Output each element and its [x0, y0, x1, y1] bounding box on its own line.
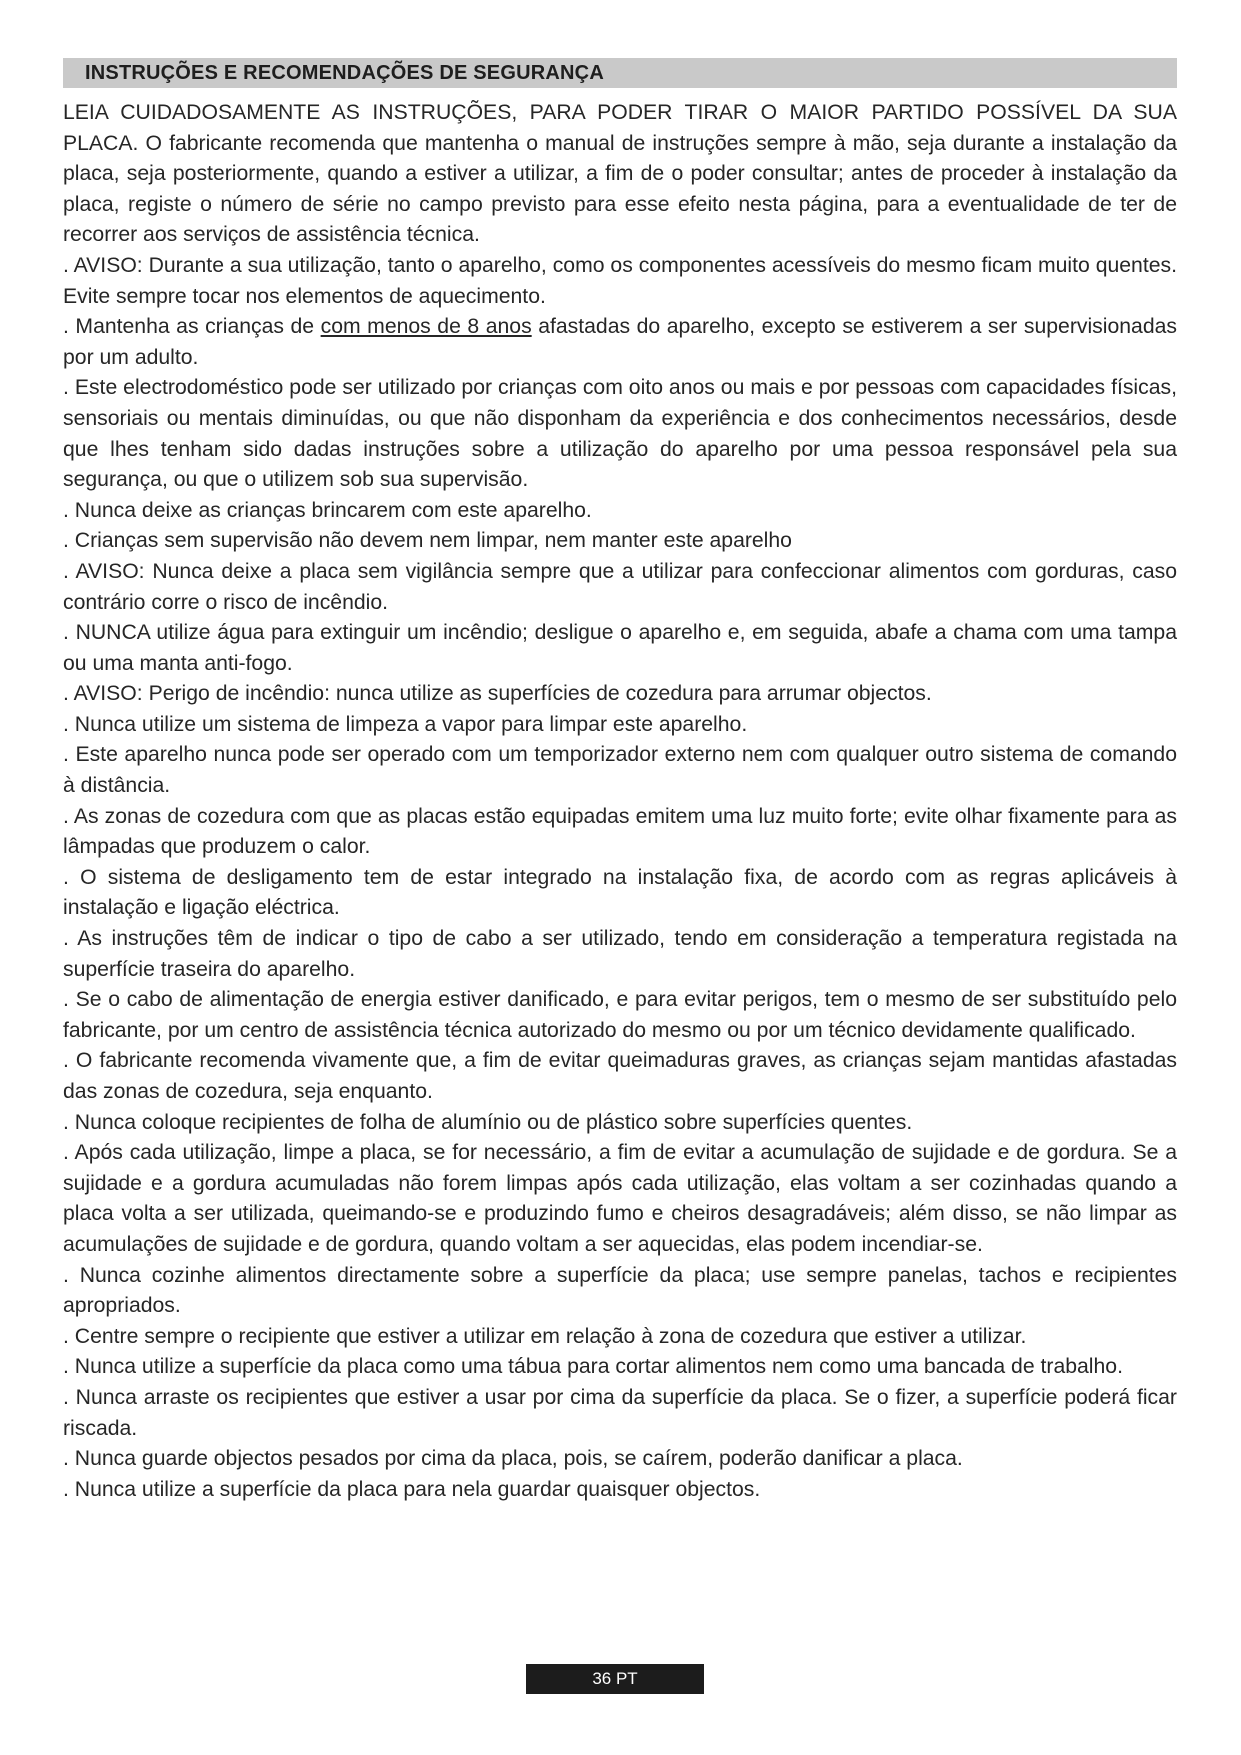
warning-hot-surfaces: . AVISO: Durante a sua utilização, tanto o aparelho, como os componentes acessíveis do mesmo ficam muito quentes. Evite sempre tocar nos elementos de aquecimento. [63, 253, 1177, 308]
children-age-paragraph [63, 312, 1177, 373]
cable-type-paragraph: . As instruções têm de indicar o tipo de cabo a ser utilizado, tendo em consideração a temperatura registada na superfície traseira do aparelho. [63, 927, 1177, 981]
children-age-text-after: afastadas do aparelho, excepto se estiverem a ser supervisionadas por um adulto. [63, 315, 1177, 369]
page-number-badge [526, 1664, 704, 1694]
no-water-fire-paragraph: . NUNCA utilize água para extinguir um incêndio; desligue o aparelho e, em seguida, abafe a chama com uma tampa ou uma manta anti-fogo. [63, 621, 1177, 675]
warning-fire-storage-paragraph: . AVISO: Perigo de incêndio: nunca utilize as superfícies de cozedura para arrumar objectos. [63, 682, 932, 706]
usage-by-children-paragraph: . Este electrodoméstico pode ser utilizado por crianças com oito anos ou mais e por pessoas com capacidades físicas, sensoriais ou mentais diminuídas, ou que não disponham da experiência e dos conhecimentos necessários, desde que lhes tenham sido dadas instruções sobre a utilização do aparelho por uma pessoa responsável pela sua segurança, ou que o utilizem sob sua supervisão. [63, 376, 1177, 492]
safety-instructions-body [63, 98, 1177, 1505]
no-playing-paragraph: . Nunca deixe as crianças brincarem com este aparelho. [63, 498, 592, 522]
no-unsupervised-cleaning-paragraph: . Crianças sem supervisão não devem nem limpar, nem manter este aparelho [63, 529, 792, 553]
page-number-text: 36 PT [592, 1669, 638, 1688]
no-external-timer-paragraph: . Este aparelho nunca pode ser operado com um temporizador externo nem com qualquer outro sistema de comando à distância. [63, 743, 1177, 798]
disconnection-system-paragraph: . O sistema de desligamento tem de estar integrado na instalação fixa, de acordo com as regras aplicáveis à instalação e ligação eléctrica. [63, 865, 1177, 920]
children-age-underlined: com menos de 8 anos [320, 315, 532, 339]
cleaning-after-use-paragraph: . Após cada utilização, limpe a placa, se for necessário, a fim de evitar a acumulação de sujidade e de gordura. Se a sujidade e a gordura acumuladas não forem limpas após cada utilização, elas voltam a ser cozinhadas quando a placa volta a ser utilizada, queimando-se e produzindo fumo e cheiros desagradáveis; além disso, se não limpar as acumulações de sujidade e de gordura, quando voltam a ser aquecidas, elas podem incendiar-se. [63, 1141, 1177, 1256]
no-storage-paragraph: . Nunca utilize a superfície da placa para nela guardar quaisquer objectos. [63, 1477, 761, 1501]
section-header-bar [63, 58, 1177, 88]
no-foil-plastic-paragraph: . Nunca coloque recipientes de folha de alumínio ou de plástico sobre superfícies quentes. [63, 1110, 913, 1134]
burns-recommendation-paragraph: . O fabricante recomenda vivamente que, a fim de evitar queimaduras graves, as crianças sejam mantidas afastadas das zonas de cozedura, seja enquanto. [63, 1049, 1177, 1103]
bright-light-paragraph: . As zonas de cozedura com que as placas estão equipadas emitem uma luz muito forte; evite olhar fixamente para as lâmpadas que produzem o calor. [63, 804, 1177, 859]
warning-fats-paragraph: . AVISO: Nunca deixe a placa sem vigilância sempre que a utilizar para confeccionar alimentos com gorduras, caso contrário corre o risco de incêndio. [63, 559, 1177, 614]
no-heavy-objects-paragraph: . Nunca guarde objectos pesados por cima da placa, pois, se caírem, poderão danificar a placa. [63, 1447, 963, 1471]
no-steam-cleaning-paragraph: . Nunca utilize um sistema de limpeza a vapor para limpar este aparelho. [63, 712, 748, 736]
children-age-text-before: . Mantenha as crianças de [63, 315, 321, 339]
damaged-cable-paragraph: . Se o cabo de alimentação de energia estiver danificado, e para evitar perigos, tem o mesmo de ser substituído pelo fabricante, por um centro de assistência técnica autorizado do mesmo ou por um técnico devidamente qualificado. [63, 988, 1177, 1042]
intro-paragraph: LEIA CUIDADOSAMENTE AS INSTRUÇÕES, PARA PODER TIRAR O MAIOR PARTIDO POSSÍVEL DA SUA PLACA. O fabricante recomenda que mantenha o manual de instruções sempre à mão, seja durante a instalação da placa, seja posteriormente, quando a estiver a utilizar, a fim de o poder consultar; antes de proceder à instalação da placa, registe o número de série no campo previsto para esse efeito nesta página, para a eventualidade de ter de recorrer aos serviços de assistência técnica. [63, 101, 1177, 247]
no-cutting-board-paragraph: . Nunca utilize a superfície da placa como uma tábua para cortar alimentos nem como uma bancada de trabalho. [63, 1355, 1123, 1379]
center-pot-paragraph: . Centre sempre o recipiente que estiver a utilizar em relação à zona de cozedura que estiver a utilizar. [63, 1324, 1027, 1348]
no-dragging-paragraph: . Nunca arraste os recipientes que estiver a usar por cima da superfície da placa. Se o fizer, a superfície poderá ficar riscada. [63, 1385, 1177, 1440]
no-direct-cooking-paragraph: . Nunca cozinhe alimentos directamente sobre a superfície da placa; use sempre panelas, tachos e recipientes apropriados. [63, 1263, 1177, 1318]
section-title: INSTRUÇÕES E RECOMENDAÇÕES DE SEGURANÇA [85, 61, 604, 84]
